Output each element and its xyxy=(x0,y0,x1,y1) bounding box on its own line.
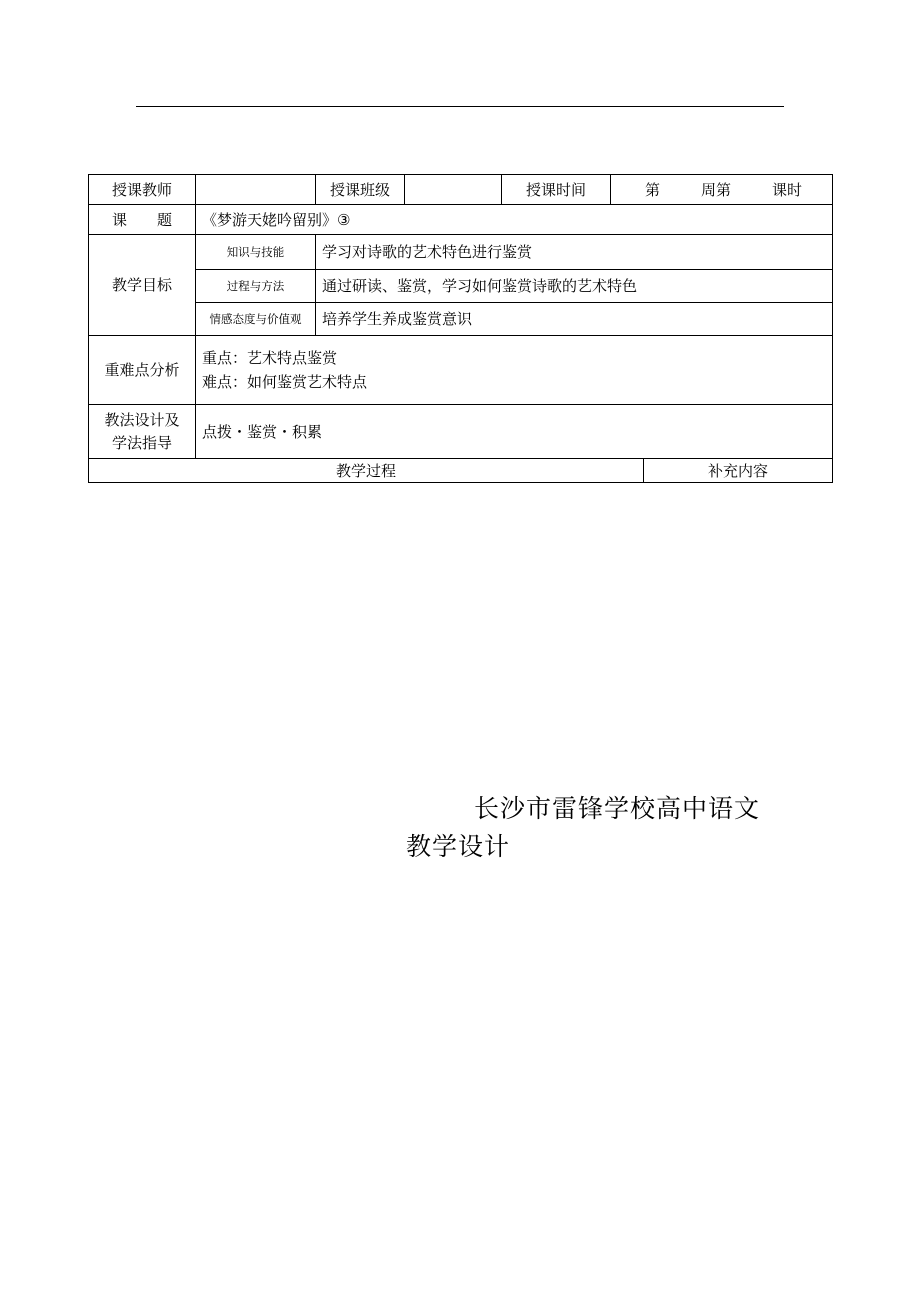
time-label: 授课时间 xyxy=(502,175,611,205)
school-title xyxy=(406,790,806,866)
methods-label-line1: 教法设计及 xyxy=(104,411,180,429)
key-points-value xyxy=(196,336,833,405)
process-label: 教学过程 xyxy=(89,459,644,483)
goal-category: 过程与方法 xyxy=(196,270,316,303)
school-title-line1: 长沙市雷锋学校高中语文 xyxy=(474,794,761,823)
class-label: 授课班级 xyxy=(316,175,405,205)
time-value xyxy=(611,175,833,205)
header-row xyxy=(89,175,833,205)
teacher-label: 授课教师 xyxy=(89,175,196,205)
teacher-value xyxy=(196,175,316,205)
goal-text: 培养学生养成鉴赏意识 xyxy=(316,303,833,336)
goal-category: 情感态度与价值观 xyxy=(196,303,316,336)
goal-text: 通过研读、鉴赏，学习如何鉴赏诗歌的艺术特色 xyxy=(316,270,833,303)
goal-row xyxy=(89,303,833,336)
supplement-label: 补充内容 xyxy=(644,459,833,483)
methods-label-line2: 学法指导 xyxy=(111,434,172,452)
process-row xyxy=(89,459,833,483)
header-rule xyxy=(136,106,784,107)
methods-value: 点拨・鉴赏・积累 xyxy=(196,405,833,459)
goal-text: 学习对诗歌的艺术特色进行鉴赏 xyxy=(316,235,833,270)
topic-value: 《梦游天姥吟留别》③ xyxy=(196,205,833,235)
key-point-focus: 重点：艺术特点鉴赏 xyxy=(202,349,338,367)
key-points-label: 重难点分析 xyxy=(89,336,196,405)
topic-label: 课 题 xyxy=(89,205,196,235)
week-suffix: 周第 xyxy=(701,180,732,199)
topic-row xyxy=(89,205,833,235)
key-points-row xyxy=(89,336,833,405)
class-value xyxy=(405,175,502,205)
week-prefix: 第 xyxy=(645,180,661,199)
goal-category: 知识与技能 xyxy=(196,235,316,270)
goal-row xyxy=(89,235,833,270)
school-title-line2: 教学设计 xyxy=(406,832,511,861)
goals-label: 教学目标 xyxy=(89,235,196,336)
key-point-difficulty: 难点：如何鉴赏艺术特点 xyxy=(202,373,368,391)
lesson-plan-table xyxy=(88,174,833,483)
methods-label xyxy=(89,405,196,459)
goal-row xyxy=(89,270,833,303)
period-suffix: 课时 xyxy=(772,180,803,199)
methods-row xyxy=(89,405,833,459)
